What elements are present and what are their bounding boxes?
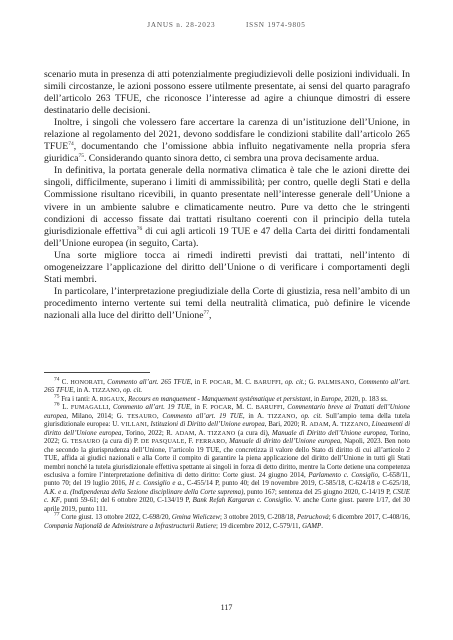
author-name: FUMAGALLI bbox=[70, 405, 109, 412]
footnote-text: , A. bbox=[328, 421, 341, 429]
author-name: TIZZANO bbox=[91, 388, 120, 395]
footnotes bbox=[44, 376, 411, 531]
work-title: Istituzioni di Diritto dell’Unione europea bbox=[150, 421, 265, 429]
body-paragraph bbox=[44, 69, 410, 117]
footnote-text: , Milano, 2014; G. bbox=[66, 412, 128, 420]
work-title: Europe bbox=[320, 395, 341, 403]
work-title: Manuale di Diritto dell’Unione europea bbox=[272, 429, 386, 437]
footnote-text: ; G. bbox=[304, 379, 318, 386]
footnote-text: C. bbox=[59, 379, 71, 386]
paragraph-text: In definitiva, la portata generale della normativa climatica è tale che le azioni dirette dei singoli, difficilmente, superano i limiti di ammissibilità; per contro, quelle degli Stati e della Commissione risultano ricevibili, in quanto presentate nell’interesse generale dell’Unione a vivere in un ambiente salubre e climaticamente neutro. Pure va detto che le stringenti condizioni di accesso fissate dai trattati risultano coerenti con il principio della tutela giurisdizionale effettiva bbox=[44, 165, 410, 237]
footnote-text: , in A. bbox=[73, 387, 92, 395]
main-text bbox=[44, 69, 410, 322]
footnote-ref: 74 bbox=[68, 141, 74, 148]
footnote-text: , Bari, 2020; R. bbox=[264, 421, 310, 429]
body-paragraph bbox=[44, 117, 410, 165]
footnote-text: , in F. bbox=[190, 379, 210, 386]
paragraph-text: , bbox=[209, 309, 212, 321]
body-paragraph bbox=[44, 250, 410, 286]
paragraph-text: In particolare, l’interpretazione pregiudiziale della Corte di giustizia, resa nell’ambito di un procedimento interno vertente sui temi della neutralità climatica, può definire le vicende nazionali alla luce del diritto dell’Unione bbox=[44, 285, 410, 321]
author-name: DE PASQUALE bbox=[140, 439, 185, 446]
running-header bbox=[0, 21, 453, 29]
paragraph-text: Inoltre, i singoli che volessero fare accertare la carenza di un’istituzione dell’Unione, in relazione al regolamento del 2021, devono soddisfare le condizioni stabilite dall’articolo 265 TFUE bbox=[44, 117, 410, 153]
paragraph-text: scenario muta in presenza di atti potenzialmente pregiudizievoli delle posizioni individuali. In simili circostanze, le azioni possono essere utilmente presentate, ai sensi del quarto paragrafo dell’articolo 263 TFUE, che riconosce l’interesse ad agire a chiunque dimostri di essere destinatario delle decisioni. bbox=[44, 69, 410, 117]
author-name: PALMISANO bbox=[317, 380, 355, 386]
author-name: ADAM bbox=[309, 422, 329, 429]
footnote-text: L. bbox=[59, 404, 71, 412]
footnote-text: . bbox=[321, 522, 323, 530]
author-name: TIZZANO bbox=[207, 430, 236, 437]
work-title: Commento all’art. 265 TFUE bbox=[44, 379, 411, 395]
work-title: Petruchová bbox=[296, 514, 329, 522]
author-name: POCAR bbox=[209, 380, 232, 386]
footnote-text: , A. bbox=[194, 429, 208, 437]
paragraph-text: di cui agli articoli 19 TUE e 47 della Carta dei diritti fondamentali dell’Unione europea (in seguito, Carta). bbox=[44, 225, 410, 249]
work-title: GAMP bbox=[302, 522, 322, 530]
footnote-text: Fra i tanti: A. bbox=[59, 395, 100, 403]
footnote-text: , M. C. bbox=[231, 379, 254, 386]
footnote-text: . V. anche Corte giust. parere 1/17, del 30 aprile 2019, punto 111. bbox=[44, 497, 410, 513]
work-title: Compania Naţională de Administrare a Infrastructurii Rutiere bbox=[44, 522, 217, 530]
journal-title: JANUS n. 28-2023 bbox=[147, 21, 216, 29]
work-title: op. cit. bbox=[301, 412, 323, 420]
issn: ISSN 1974-9805 bbox=[245, 21, 306, 29]
paragraph-text: . Considerando quanto sinora detto, ci sembra una prova decisamente ardua. bbox=[83, 153, 380, 165]
footnote-ref: 76 bbox=[136, 225, 143, 232]
footnote-ref: 77 bbox=[203, 309, 210, 316]
work-title: op. cit. bbox=[123, 387, 143, 395]
footnote-text: , punto 167; sentenza del 25 giugno 2020, C-14/19 P, bbox=[243, 488, 393, 496]
work-title: Bank Refah Kargaran c. Consiglio bbox=[192, 497, 291, 505]
work-title: Commento all’art. 19 TUE bbox=[162, 412, 243, 420]
footnote-text: , bbox=[119, 387, 124, 395]
footnote-text: , bbox=[354, 379, 359, 386]
footnote-text: , bbox=[368, 421, 372, 429]
work-title: Commentario breve ai Trattati dell’Unione europea bbox=[44, 404, 410, 420]
author-name: BARUFFI bbox=[255, 405, 283, 412]
footnote bbox=[44, 376, 411, 396]
author-name: TIZZANO bbox=[267, 413, 296, 420]
footnote bbox=[44, 511, 410, 531]
footnote-number: 75 bbox=[54, 393, 60, 400]
page-number: 117 bbox=[220, 603, 233, 612]
footnote-text: , Torino, 2022; G. bbox=[44, 429, 410, 446]
author-name: FERRARO bbox=[195, 439, 226, 446]
work-title: Recours en manquement - Manquement systématique et persistant bbox=[128, 395, 311, 403]
footnote-text: , Torino, 2022; R. bbox=[121, 429, 176, 437]
footnote-text: (a cura di), bbox=[235, 429, 273, 437]
author-name: POCAR bbox=[210, 405, 232, 412]
footnote-number: 76 bbox=[54, 402, 60, 409]
footnote-number: 74 bbox=[54, 376, 60, 383]
footnote-text: ; 6 dicembre 2017, C-408/16, bbox=[328, 514, 410, 522]
author-name: TESAURO bbox=[70, 439, 101, 446]
footnote-text: , M. C. bbox=[231, 404, 256, 412]
footnote-text: , bbox=[108, 404, 113, 412]
footnote-text: ; 19 dicembre 2012, C-579/11, bbox=[216, 522, 303, 530]
paragraph-text: Una sorte migliore tocca ai rimedi indiretti previsti dai trattati, nell’intento di omogeneizzare l’applicazione del diritto dell’Unione o di verificare i comportamenti degli Stati membri. bbox=[44, 249, 410, 285]
footnote-text: , in bbox=[310, 395, 321, 403]
work-title: op. cit. bbox=[285, 379, 305, 386]
author-name: TESAURO bbox=[127, 413, 157, 420]
footnote-text: Corte giust. 13 ottobre 2022, C-698/20, bbox=[59, 514, 172, 522]
footnote-text: , F. bbox=[184, 438, 196, 446]
footnote-text: , bbox=[282, 404, 288, 412]
footnote-text: , bbox=[280, 379, 285, 386]
footnote-text: , in A. bbox=[242, 412, 268, 420]
footnote-text: ; 3 ottobre 2019, C-208/18, bbox=[220, 514, 297, 522]
footnote-separator bbox=[44, 372, 150, 373]
footnote-text: , punti 59-61; del 6 ottobre 2020, C-134/19 P, bbox=[59, 497, 193, 505]
author-name: ADAM bbox=[175, 430, 195, 437]
footnote-text: , C-455/14 P, punto 40; del 19 novembre 2019, C-585/18, C-624/18 e C-625/18, bbox=[182, 480, 410, 488]
footnote-text: , bbox=[146, 421, 151, 429]
work-title: Parlamento c. Consiglio bbox=[308, 471, 379, 479]
footnote-text: , bbox=[124, 395, 129, 403]
footnote-number: 77 bbox=[54, 511, 60, 518]
author-name: VILLANI bbox=[120, 422, 147, 429]
author-name: TIZZANO bbox=[340, 422, 369, 429]
footnote-ref: 75 bbox=[78, 153, 84, 160]
work-title: Gmina Wieliczew bbox=[171, 514, 220, 522]
footnote-text: , bbox=[295, 412, 302, 420]
work-title: Manuale di diritto dell’Unione europea bbox=[229, 438, 341, 446]
work-title: Lineamenti di diritto dell’Unione europea bbox=[44, 421, 410, 437]
work-title: CSUE c. KF bbox=[44, 488, 410, 505]
author-name: HONORATI bbox=[70, 380, 104, 386]
work-title: H c. Consiglio e a. bbox=[128, 480, 183, 488]
author-name: BARUFFI bbox=[253, 380, 281, 386]
body-paragraph bbox=[44, 165, 410, 249]
body-paragraph bbox=[44, 286, 410, 322]
footnote-text: Sull’ampio tema della tutela giurisdizionale europea: U. bbox=[44, 412, 410, 429]
footnote bbox=[44, 404, 410, 514]
footnote-text: , 2020, p. 183 ss. bbox=[341, 395, 388, 403]
footnote-text: , bbox=[103, 379, 108, 386]
work-title: Commento all’art. 265 TFUE bbox=[107, 379, 191, 386]
work-title: Commento all’art. 19 TUE bbox=[112, 404, 191, 412]
footnote-text: (a cura di) P. bbox=[100, 438, 141, 446]
work-title: A.K. e a. (Indipendenza della Sezione disciplinare della Corte suprema) bbox=[44, 488, 244, 496]
footnote-text: , C-658/11, punto 70; del 19 luglio 2016, bbox=[44, 471, 410, 488]
footnote-text: , bbox=[225, 438, 230, 446]
author-name: RIGAUX bbox=[99, 396, 125, 403]
footnote-text: , bbox=[156, 412, 163, 420]
footnote-text: , Napoli, 2023. Ben noto che secondo la giurisprudenza dell’Unione, l’articolo 19 TUE, che concretizza il valore dello Stato di diritto di cui all’articolo 2 TUE, affida ai giudici nazionali e alla Corte il compito di garantire la piena applicazione del diritto dell’Unione in tutti gli Stati membri nonché la tutela giurisdizionale effettiva spettante ai singoli in forza di detto diritto, mentre la Corte detiene una competenza esclusiva a fornire l’interpretazione definitiva di detto diritto: Corte giust. 24 giugno 2014, bbox=[44, 438, 410, 479]
footnote-text: , in F. bbox=[190, 404, 211, 412]
paragraph-text: , documentando che l’omissione abbia influito negativamente nella propria sfera giuridica bbox=[44, 141, 410, 165]
